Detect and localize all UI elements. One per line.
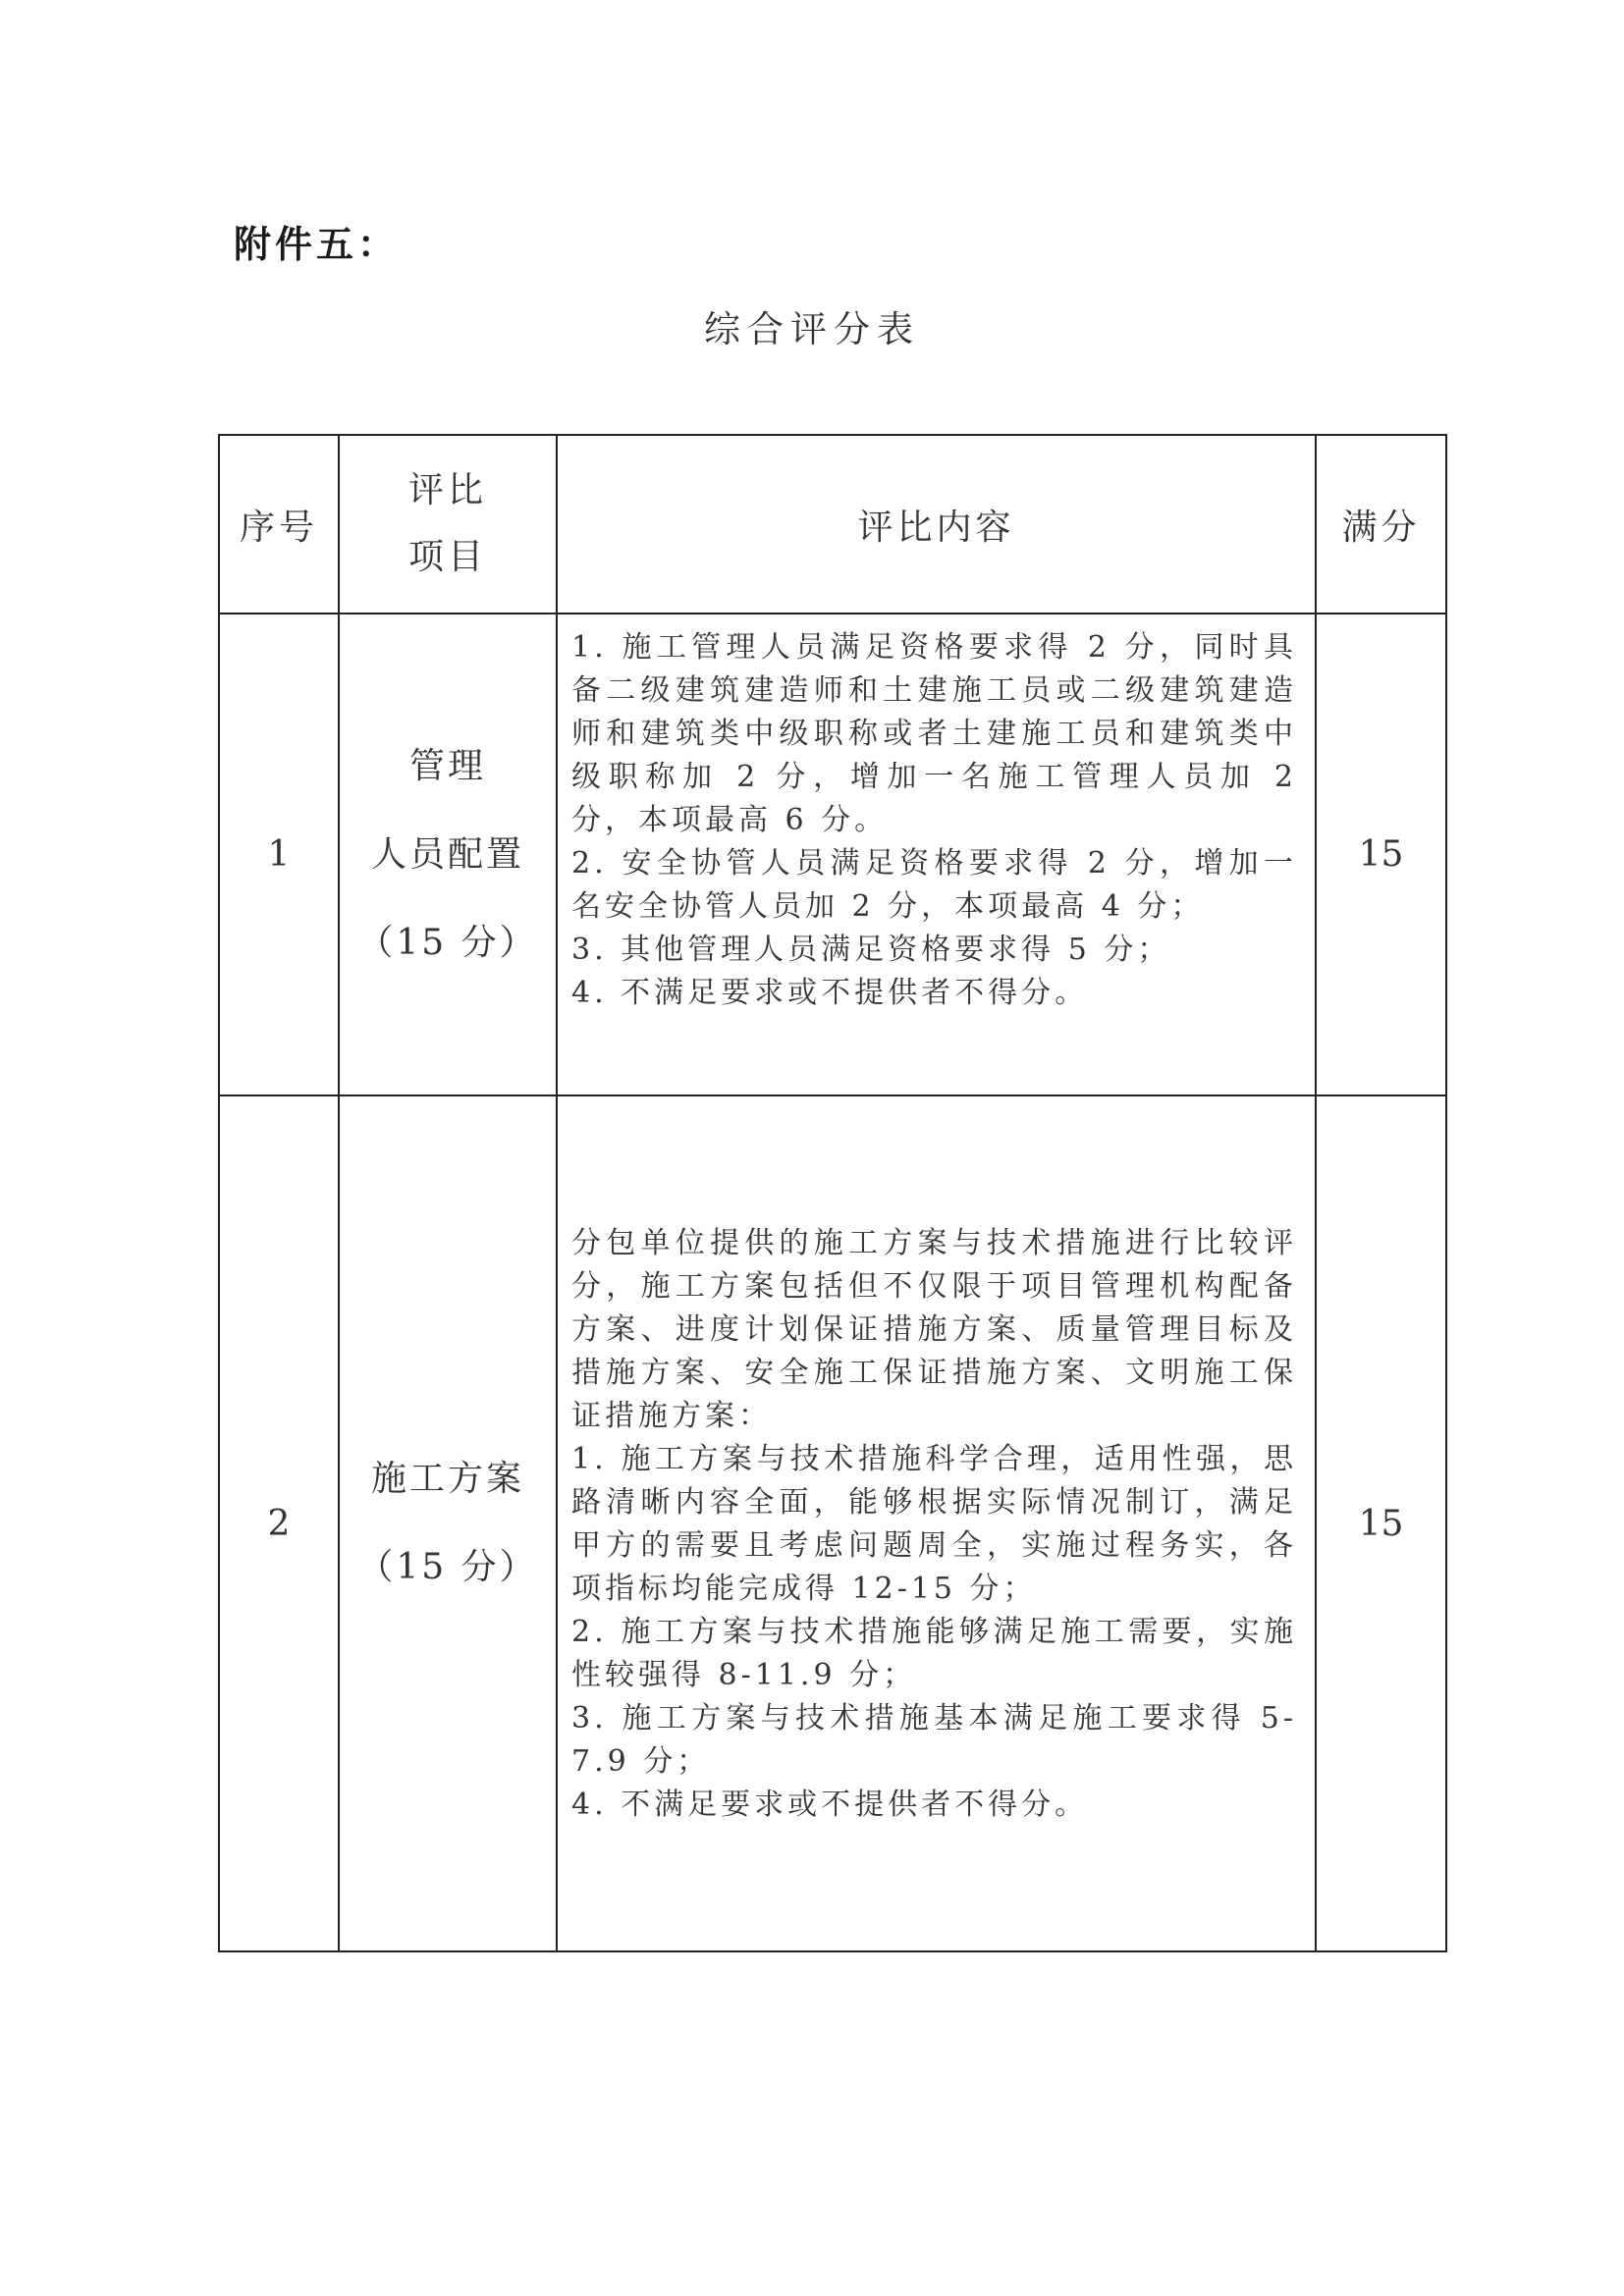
row-content: [557, 614, 1316, 1095]
row-item-name: [339, 614, 557, 1095]
content-paragraph: 2. 安全协管人员满足资格要求得 2 分，增加一名安全协管人员加 2 分，本项最高 4 分；: [571, 846, 1297, 924]
header-index: 序号: [219, 435, 339, 614]
row-full-score: 15: [1316, 1095, 1446, 1951]
header-full-score: 满分: [1316, 435, 1446, 614]
content-paragraph: 1. 施工方案与技术措施科学合理，适用性强，思路清晰内容全面，能够根据实际情况制订，满足甲方的需要且考虑问题周全，实施过程务实，各项指标均能完成得 12-15 分；: [571, 1442, 1297, 1606]
row-index: 1: [219, 614, 339, 1095]
item-name-line: 施工方案: [370, 1459, 524, 1499]
content-paragraph: 分包单位提供的施工方案与技术措施进行比较评分，施工方案包括但不仅限于项目管理机构配备方案、进度计划保证措施方案、质量管理目标及措施方案、安全施工保证措施方案、文明施工保证措施方案：: [571, 1226, 1297, 1433]
item-name-line: （15 分）: [357, 922, 538, 963]
header-item: [339, 435, 557, 614]
row-full-score: 15: [1316, 614, 1446, 1095]
content-paragraph: 4. 不满足要求或不提供者不得分。: [571, 976, 1089, 1010]
content-paragraph: 3. 其他管理人员满足资格要求得 5 分；: [571, 933, 1171, 967]
scoring-table: [218, 434, 1447, 1952]
row-index: 2: [219, 1095, 339, 1951]
item-name-line: 人员配置: [370, 833, 524, 875]
document-title: 综合评分表: [704, 308, 920, 350]
table-row: [219, 614, 1446, 1095]
content-paragraph: 1. 施工管理人员满足资格要求得 2 分，同时具备二级建筑建造师和土建施工员或二级建筑建造师和建筑类中级职称或者土建施工员和建筑类中级职称加 2 分，增加一名施工管理人员加 2 分，本项最高 6 分。: [571, 630, 1297, 837]
content-paragraph: 2. 施工方案与技术措施能够满足施工需要，实施性较强得 8-11.9 分；: [571, 1615, 1297, 1692]
item-name-line: （15 分）: [357, 1547, 538, 1587]
row-item-name: [339, 1095, 557, 1951]
content-paragraph: 3. 施工方案与技术措施基本满足施工要求得 5-7.9 分；: [571, 1701, 1297, 1779]
row-content: [557, 1095, 1316, 1951]
header-item-line1: 评比: [407, 470, 487, 510]
content-paragraph: 4. 不满足要求或不提供者不得分。: [571, 1788, 1089, 1822]
table-row: [219, 1095, 1446, 1951]
attachment-label: 附件五：: [234, 223, 400, 266]
header-item-line2: 项目: [407, 537, 487, 577]
table-header-row: [219, 435, 1446, 614]
header-content: 评比内容: [557, 435, 1316, 614]
item-name-line: 管理: [408, 745, 486, 786]
